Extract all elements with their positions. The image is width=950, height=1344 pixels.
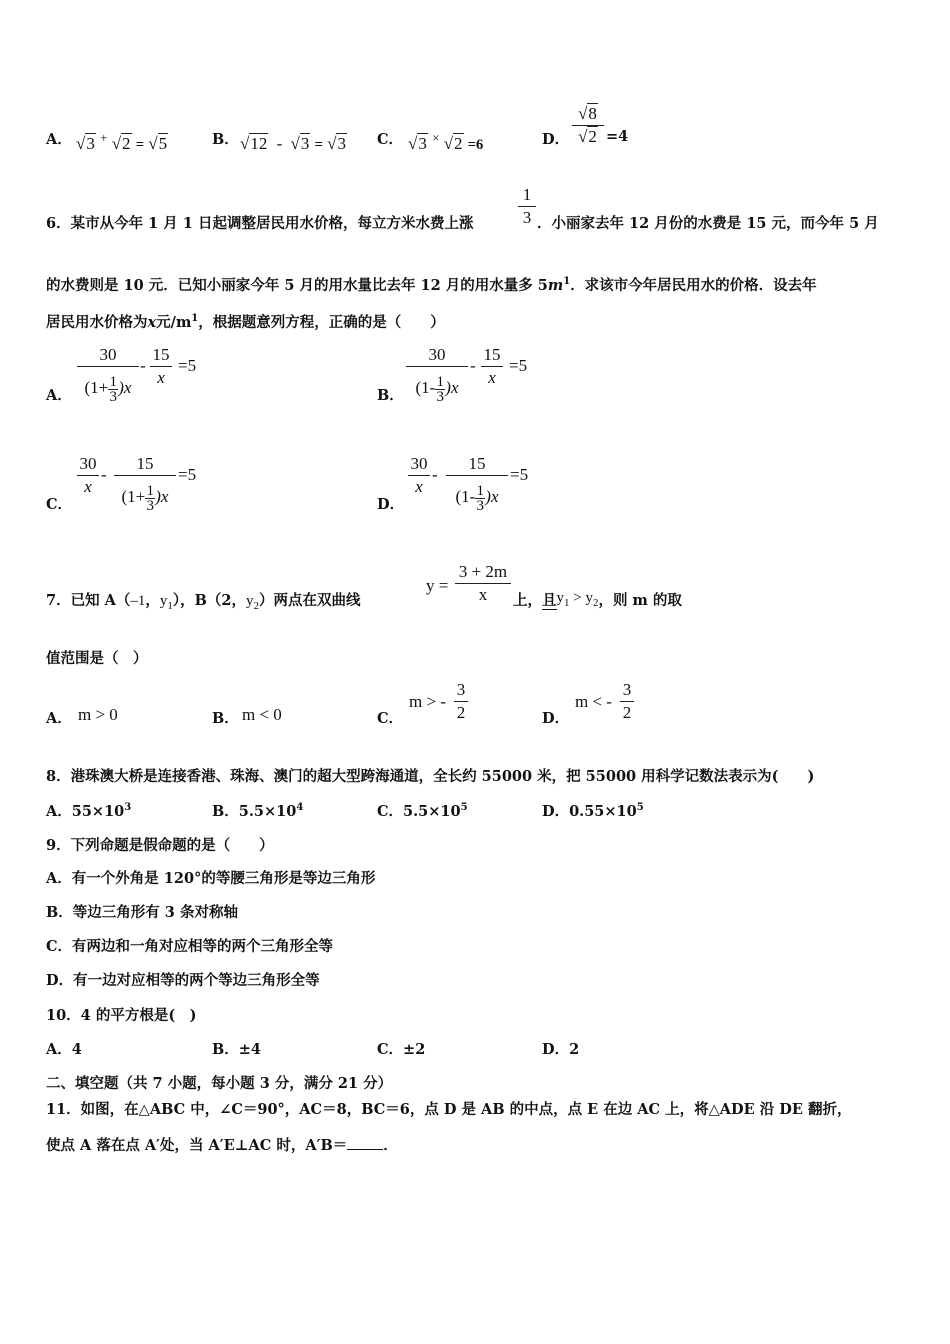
inner-numerator: 1 [109,373,118,390]
q7-curve-fraction [455,562,511,605]
point-a-x: –1 [130,593,146,609]
inner-denominator: 3 [476,497,485,514]
q7-stem-mid2: ）两点在双曲线 [259,592,361,609]
denominator: 2 [456,703,466,722]
option-expr: m > 0 [78,705,118,724]
denominator: x [157,368,165,387]
q8-stem: 8．港珠澳大桥是连接香港、珠海、澳门的超大型跨海通道，全长约 55000 米，把 55000 用科学记数法表示为( ) [46,768,815,785]
denominator-close: )x [155,487,169,506]
condition-lhs: y [556,590,564,606]
numerator: 3 [456,680,466,699]
q6-stem-line3 [46,311,445,332]
option-text: B．5.5×10 [212,803,297,820]
q6-line2-text: 的水费则是 10 元．已知小丽家今年 5 月的用水量比去年 12 月的用水量多 5 [46,277,548,294]
q8-option-d[interactable] [542,800,644,821]
radicand: 8 [588,104,597,123]
q6-line2-tail: ．求该市今年居民用水的价格．设去年 [570,277,817,294]
q9-stem: 9．下列命题是假命题的是（ ） [46,837,274,854]
q8-option-c[interactable] [377,800,468,821]
q5-option-a-label: A． [46,131,72,148]
numerator: 30 [428,345,446,364]
q5-option-d-rhs: =4 [606,128,629,145]
q6-stem-part2: ．小丽家去年 12 月份的水费是 15 元，而今年 5 月 [537,215,879,232]
option-label: C． [377,710,404,727]
unit-price: 元/m [156,314,192,331]
option-text: D．0.55×10 [542,803,637,820]
option-expr: m > - [409,692,446,711]
q5-option-c-expr[interactable]: √3 × √2 =6 [408,130,484,153]
q9-option-d[interactable]: D．有一边对应相等的两个等边三角形全等 [46,972,320,989]
inner-denominator: 3 [109,388,118,405]
q5-option-a-expr[interactable]: √3 + √2 = √5 [76,130,168,153]
q7-stem-line1 [46,589,361,612]
q6-d-fraction-1 [408,454,430,497]
q6-a-fraction-2 [150,345,172,388]
variable-x: x [147,314,157,331]
radicand: 3 [300,134,310,153]
q11-line2-end: ． [383,1137,398,1154]
q6-increase-fraction [518,185,536,228]
numerator: 15 [152,345,170,364]
option-label: B． [212,710,239,727]
q7-stem-line2: 值范围是（ ） [46,650,148,667]
unit-m: m [547,277,564,294]
q10-option-d[interactable]: D．2 [542,1041,580,1058]
inner-denominator: 3 [146,497,155,514]
radicand: 3 [86,134,95,153]
radicand: 5 [158,134,168,153]
q6-a-fraction-1 [77,345,139,408]
q10-stem: 10．4 的平方根是( ) [46,1007,197,1024]
denominator: x [488,368,496,387]
q6-c-fraction-2 [114,454,176,517]
inner-denominator: 3 [436,388,445,405]
denominator: x [478,585,488,604]
answer-blank[interactable] [347,1149,383,1150]
q9-option-c[interactable]: C．有两边和一角对应相等的两个三角形全等 [46,938,334,955]
q7-stem-pre: 7．已知 A（ [46,592,131,609]
q6-b-fraction-1 [406,345,468,408]
q11-line1: 11．如图，在△ABC 中，∠C＝90°，AC＝8，BC＝6，点 D 是 AB 的中点，点 E 在边 AC 上，将△ADE 沿 DE 翻折， [46,1101,852,1118]
equation-rhs: =5 [510,465,529,484]
q10-option-c[interactable]: C．±2 [377,1041,426,1058]
radicand: 2 [122,134,131,153]
inner-numerator: 1 [476,482,485,499]
denominator-close: )x [445,378,459,397]
q7-stem-mid: ），B（2， [172,592,246,609]
denominator-open: (1+ [121,487,146,506]
numerator: 3 [622,680,632,699]
option-fraction [620,680,634,723]
radicand: 12 [250,134,268,153]
unit-exponent: 1 [563,276,571,288]
q5-option-c-label: C． [377,131,404,148]
equals-sign: = [135,137,145,153]
subscript: 1 [167,600,173,612]
q6-c-fraction-1 [77,454,99,497]
numerator: 1 [522,185,532,204]
plus-sign: + [100,130,108,145]
q5-option-b-label: B． [212,131,239,148]
q6-b-fraction-2 [481,345,503,388]
minus-sign: - [140,356,146,375]
numerator: 30 [99,345,117,364]
subscript: 1 [564,597,570,609]
inner-numerator: 1 [436,373,445,390]
q7-stem-tail: ，则 m 的取 [598,592,682,609]
q7-after-curve: 上， [513,592,542,609]
subscript: 2 [253,600,259,612]
minus-sign: - [470,356,476,375]
option-label: C． [46,496,73,513]
section-2-heading: 二、填空题（共 7 小题，每小题 3 分，满分 21 分） [46,1075,393,1092]
numerator: 3 + 2m [458,562,508,581]
equation-rhs: =5 [178,465,197,484]
q5-option-b-expr[interactable]: √12 - √3 = √3 [240,134,346,153]
q10-option-b[interactable]: B．±4 [212,1041,261,1058]
option-label: B． [377,387,404,404]
q9-option-a[interactable]: A．有一个外角是 120°的等腰三角形是等边三角形 [46,870,376,887]
exponent: 4 [296,802,304,814]
option-label: A． [46,387,72,404]
numerator: 15 [483,345,501,364]
equation-rhs: =5 [509,356,528,375]
numerator: 30 [79,454,97,473]
denominator-open: (1- [415,378,436,397]
option-label: D． [377,496,405,513]
q6-line3-pre: 居民用水价格为 [46,314,148,331]
q6-line3-tail: ，根据题意列方程，正确的是（ ） [198,314,445,331]
option-label: A． [46,710,72,727]
radicand: 2 [454,134,463,153]
option-fraction [454,680,468,723]
exponent: 5 [636,802,644,814]
q5-option-d-label: D． [542,131,570,148]
option-expr: m < 0 [242,705,282,724]
y2-variable: y [246,593,254,609]
denominator-close: )x [118,378,132,397]
denominator-open: (1- [455,487,476,506]
q10-option-a[interactable]: A．4 [46,1041,82,1058]
comma: ， [145,592,160,609]
denominator: x [84,477,92,496]
option-text: A．55×10 [46,803,125,820]
q6-stem-part1: 6．某市从今年 1 月 1 日起调整居民用水价格，每立方米水费上涨 [46,215,474,232]
exponent: 3 [124,802,132,814]
q11-line2 [46,1134,398,1155]
option-text: C．5.5×10 [377,803,461,820]
radicand: 3 [418,134,427,153]
denominator: 3 [522,208,532,227]
denominator: 2 [622,703,632,722]
q5-option-d-fraction[interactable]: √8 √2 [572,104,604,147]
equals-sign: = [314,137,323,153]
q8-option-b[interactable] [212,800,303,821]
equation-rhs: =5 [178,356,197,375]
curve-lhs: y = [426,576,449,595]
condition-op: > y [569,590,593,606]
minus-sign: - [101,465,107,484]
y1-variable: y [159,593,168,609]
minus-sign: - [276,134,283,153]
option-label: D． [542,710,570,727]
radicand: 2 [588,127,597,146]
q7-stem-line1-tail [513,589,682,612]
q9-option-b[interactable]: B．等边三角形有 3 条对称轴 [46,904,238,921]
denominator-close: )x [485,487,499,506]
exponent: 5 [460,802,468,814]
numerator: 15 [136,454,154,473]
inner-numerator: 1 [146,482,155,499]
minus-sign: - [432,465,438,484]
unit-exponent: 1 [191,313,199,325]
q6-stem-line2 [46,274,817,295]
subscript: 2 [592,597,599,609]
option-expr: m < - [575,692,612,711]
times-sign: × [432,130,440,145]
denominator-open: (1+ [84,378,109,397]
numerator: 15 [468,454,486,473]
equals-value: =6 [467,137,484,153]
q7-qie: 且 [542,592,557,609]
numerator: 30 [410,454,428,473]
q11-line2-text: 使点 A 落在点 A′处，当 A′E⊥AC 时，A′B＝ [46,1137,348,1154]
q8-option-a[interactable] [46,800,131,821]
q6-d-fraction-2 [446,454,508,517]
radicand: 3 [337,134,346,153]
denominator: x [415,477,423,496]
